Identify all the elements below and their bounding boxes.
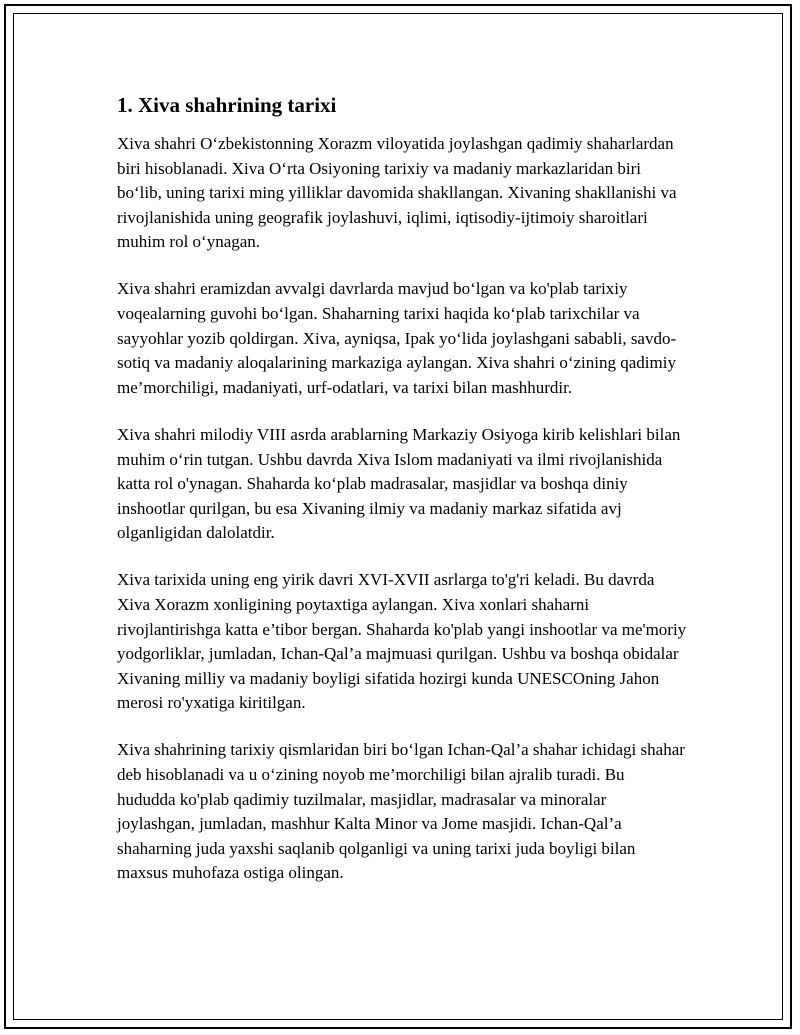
document-body xyxy=(117,88,687,909)
paragraph-2: Xiva shahri eramizdan avvalgi davrlarda mavjud bo‘lgan va ko'plab tarixiy voqealarning guvohi bo‘lgan. Shaharning tarixi haqida ko‘plab tarixchilar va sayyohlar yozib qoldirgan. Xiva, ayniqsa, Ipak yo‘lida joylashgani sababli, savdo-sotiq va madaniy aloqalarining markaziga aylangan. Xiva shahri o‘zining qadimiy me’morchiligi, madaniyati, urf-odatlari, va tarixi bilan mashhurdir. xyxy=(117,279,677,397)
paragraph-1: Xiva shahri O‘zbekistonning Xorazm viloyatida joylashgan qadimiy shaharlardan biri hisoblanadi. Xiva O‘rta Osiyoning tarixiy va madaniy markazlaridan biri bo‘lib, uning tarixi ming yilliklar davomida shakllangan. Xivaning shakllanishi va rivojlanishida uning geografik joylashuvi, iqlimi, iqtisodiy-ijtimoiy sharoitlari muhim rol o‘ynagan. xyxy=(117,134,677,252)
paragraph-3: Xiva shahri milodiy VIII asrda arablarning Markaziy Osiyoga kirib kelishlari bilan muhim o‘rin tutgan. Ushbu davrda Xiva Islom madaniyati va ilmi rivojlanishida katta rol o'ynagan. Shaharda ko‘plab madrasalar, masjidlar va boshqa diniy inshootlar qurilgan, bu esa Xivaning ilmiy va madaniy markaz sifatida avj olganligidan dalolatdir. xyxy=(117,424,681,543)
paragraph-4: Xiva tarixida uning eng yirik davri XVI-XVII asrlarga to'g'ri keladi. Bu davrda Xiva Xorazm xonligining poytaxtiga aylangan. Xiva xonlari shaharni rivojlantirishga katta e’tibor bergan. Shaharda ko'plab yangi inshootlar va me'moriy yodgorliklar, jumladan, Ichan-Qal’a majmuasi qurilgan. Ushbu va boshqa obidalar Xivaning milliy va madaniy boyligi sifatida hozirgi kunda UNESCOning Jahon merosi ro'yxatiga kiritilgan. xyxy=(117,570,687,713)
paragraph-5: Xiva shahrining tarixiy qismlaridan biri bo‘lgan Ichan-Qal’a shahar ichidagi shahar deb hisoblanadi va u o‘zining noyob me’morchiligi bilan ajralib turadi. Bu hududda ko'plab qadimiy tuzilmalar, masjidlar, madrasalar va minoralar joylashgan, jumladan, mashhur Kalta Minor va Jome masjidi. Ichan-Qal’a shaharning juda yaxshi saqlanib qolganligi va uning tarixi juda boyligi bilan maxsus muhofaza ostiga olingan. xyxy=(117,740,685,883)
section-heading: 1. Xiva shahrining tarixi xyxy=(117,93,337,117)
